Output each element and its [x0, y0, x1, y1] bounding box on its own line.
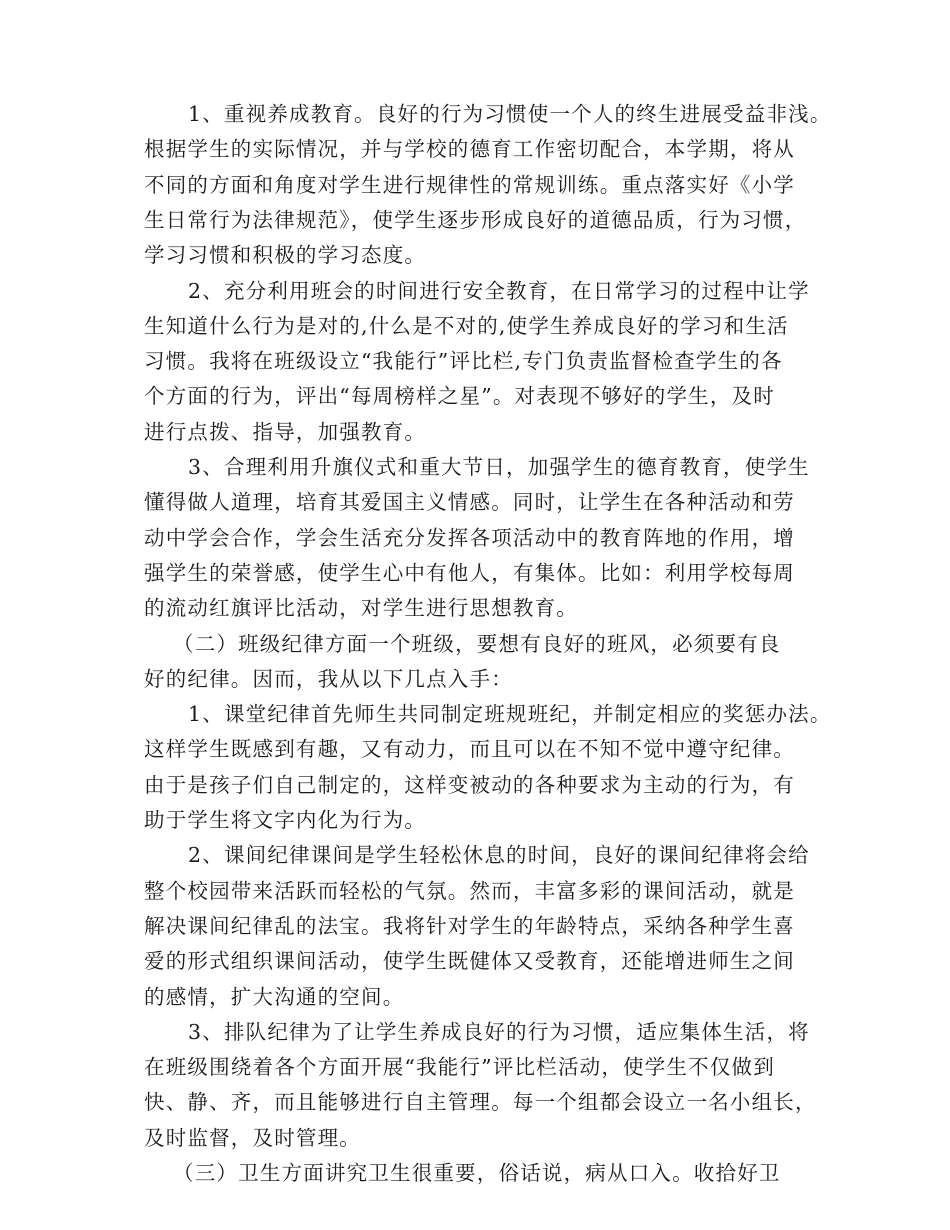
paragraph-line: 3、合理利用升旗仪式和重大节日，加强学生的德育教育，使学生: [188, 455, 810, 479]
paragraph-line: 在班级围绕着各个方面开展“我能行”评比栏活动，使学生不仅做到: [144, 1055, 775, 1080]
paragraph-line: 习惯。我将在班级设立“我能行”评比栏,专门负责监督检查学生的各: [144, 349, 783, 374]
paragraph-line: 好的纪律。因而，我从以下几点入手：: [144, 666, 513, 691]
paragraph-line: 助于学生将文字内化为行为。: [144, 808, 427, 832]
paragraph-line: （二）班级纪律方面一个班级，要想有良好的班风，必须要有良: [173, 631, 781, 656]
paragraph-line: 根据学生的实际情况，并与学校的德育工作密切配合，本学期，将从: [144, 137, 795, 162]
paragraph-line: 2、充分利用班会的时间进行安全教育，在日常学习的过程中让学: [188, 278, 810, 303]
paragraph-line: 快、静、齐，而且能够进行自主管理。每一个组都会设立一名小组长，: [144, 1090, 817, 1115]
paragraph-line: 生日常行为法律规范》，使学生逐步形成良好的道德品质，行为习惯，: [144, 207, 807, 232]
paragraph-line: 3、排队纪律为了让学生养成良好的行为习惯，适应集体生活，将: [188, 1019, 810, 1044]
paragraph-line: 2、课间纪律课间是学生轻松休息的时间，良好的课间纪律将会给: [188, 843, 810, 868]
paragraph-line: （三）卫生方面讲究卫生很重要，俗话说，病从口入。收拾好卫: [173, 1161, 781, 1185]
paragraph-line: 强学生的荣誉感，使学生心中有他人，有集体。比如：利用学校每周: [144, 560, 795, 585]
paragraph-line: 学习习惯和积极的学习态度。: [144, 243, 427, 268]
paragraph-line: 的流动红旗评比活动，对学生进行思想教育。: [144, 596, 578, 621]
paragraph-line: 懂得做人道理，培育其爱国主义情感。同时，让学生在各种活动和劳: [144, 490, 795, 515]
paragraph-line: 个方面的行为，评出“每周榜样之星”。对表现不够好的学生，及时: [144, 384, 775, 409]
paragraph-line: 爱的形式组织课间活动，使学生既健体又受教育，还能增进师生之间: [144, 949, 795, 974]
paragraph-line: 进行点拨、指导，加强教育。: [144, 419, 427, 444]
paragraph-line: 这样学生既感到有趣，又有动力，而且可以在不知不觉中遵守纪律。: [144, 737, 795, 762]
paragraph-line: 的感情，扩大沟通的空间。: [144, 984, 405, 1009]
paragraph-line: 1、重视养成教育。良好的行为习惯使一个人的终生进展受益非浅。: [188, 102, 832, 126]
paragraph-line: 整个校园带来活跃而轻松的气氛。然而，丰富多彩的课间活动，就是: [144, 878, 795, 903]
paragraph-line: 生知道什么行为是对的,什么是不对的,使学生养成良好的学习和生活: [144, 313, 789, 338]
paragraph-line: 及时监督，及时管理。: [144, 1125, 361, 1150]
paragraph-line: 解决课间纪律乱的法宝。我将针对学生的年龄特点，采纳各种学生喜: [144, 913, 795, 938]
paragraph-line: 1、课堂纪律首先师生共同制定班规班纪，并制定相应的奖惩办法。: [188, 702, 832, 727]
paragraph-line: 不同的方面和角度对学生进行规律性的常规训练。重点落实好《小学: [144, 172, 795, 197]
paragraph-line: 动中学会合作，学会生活充分发挥各项活动中的教育阵地的作用，增: [144, 525, 795, 550]
paragraph-line: 由于是孩子们自己制定的，这样变被动的各种要求为主动的行为，有: [144, 772, 795, 797]
